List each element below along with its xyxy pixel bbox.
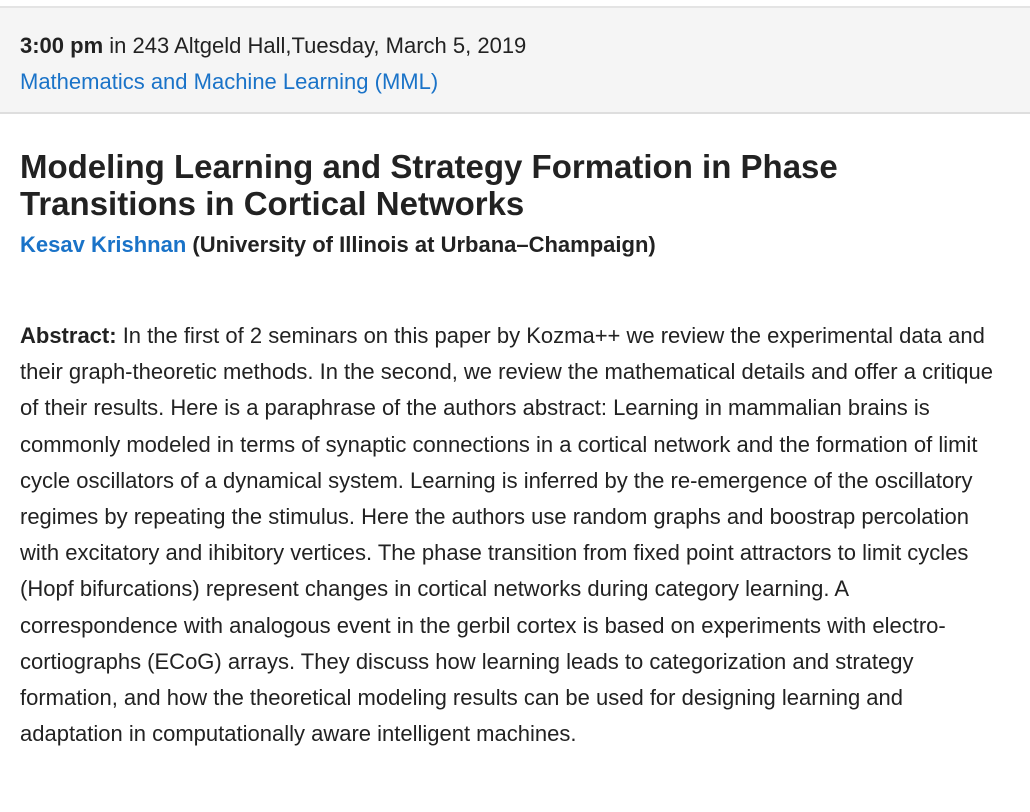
event-location-date: in 243 Altgeld Hall,Tuesday, March 5, 2019 bbox=[103, 33, 527, 58]
abstract bbox=[20, 318, 1005, 752]
speaker-affiliation: (University of Illinois at Urbana–Champaign) bbox=[186, 232, 656, 257]
event-time: 3:00 pm bbox=[20, 33, 104, 58]
event-header bbox=[0, 6, 1030, 114]
event-when-line bbox=[20, 32, 526, 60]
abstract-label: Abstract: bbox=[20, 323, 117, 348]
speaker-line bbox=[20, 231, 656, 259]
series-link[interactable]: Mathematics and Machine Learning (MML) bbox=[20, 69, 439, 94]
abstract-text: In the first of 2 seminars on this paper by Kozma++ we review the experimental data and their graph-theoretic methods. In the second, we review the mathematical details and offer a critique of their results. Here is a paraphrase of the authors abstract: Learning in mammalian brains is commonly modeled in terms of synaptic connections in a cortical network and the formation of limit cycle oscillators of a dynamical system. Learning is inferred by the re-emergence of the oscillatory regimes by repeating the stimulus. Here the authors use random graphs and boostrap percolation with excitatory and ihibitory vertices. The phase transition from fixed point attractors to limit cycles (Hopf bifurcations) represent changes in cortical networks during category learning. A correspondence with analogous event in the gerbil cortex is based on experiments with electro-cortiographs (ECoG) arrays. They discuss how learning leads to categorization and strategy formation, and how the theoretical modeling results can be used for designing learning and adaptation in computationally aware intelligent machines. bbox=[20, 323, 994, 747]
speaker-name-link[interactable]: Kesav Krishnan bbox=[20, 232, 187, 257]
talk-title: Modeling Learning and Strategy Formation in Phase Transitions in Cortical Networks bbox=[20, 148, 838, 222]
